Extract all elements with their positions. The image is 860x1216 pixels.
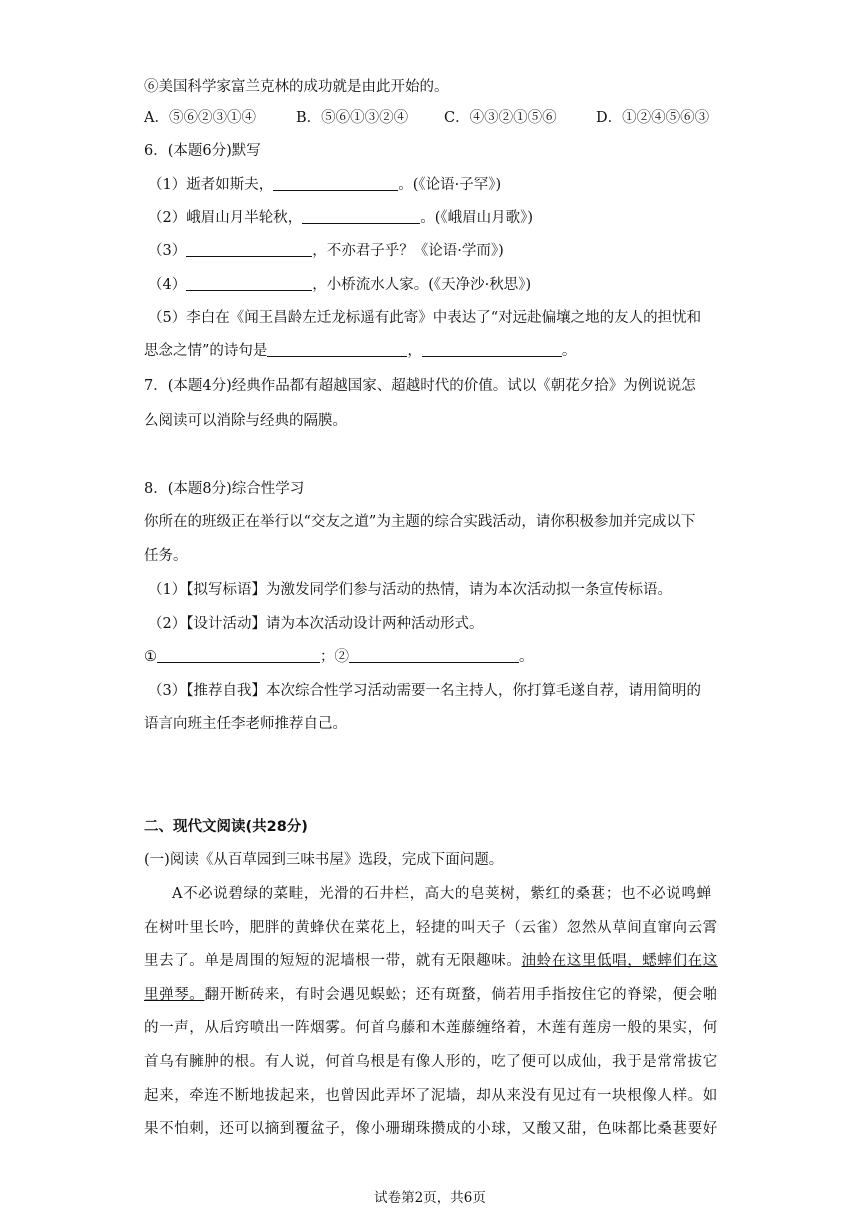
q6-l4-prefix: （4） bbox=[148, 277, 187, 293]
q8-task-2: （2）【设计活动】请为本次活动设计两种活动形式。 bbox=[148, 616, 484, 632]
underlined-sentence: 里弹琴。 bbox=[144, 987, 205, 1003]
passage-text: 里去了。单是周围的短短的泥墙根一带，就有无限趣味。 bbox=[144, 953, 522, 969]
q6-l3-prefix: （3） bbox=[148, 243, 187, 259]
q7-line-1: 7．(本题4分)经典作品都有超越国家、超越时代的价值。试以《朝花夕拾》为例说说怎 bbox=[144, 378, 696, 394]
answer-blank[interactable] bbox=[267, 341, 407, 357]
passage-line: 首乌有臃肿的根。有人说，何首乌根是有像人形的，吃了便可以成仙，我于是常常拔它 bbox=[144, 1054, 718, 1070]
q8-task-3a: （3）【推荐自我】本次综合性学习活动需要一名主持人，你打算毛遂自荐，请用简明的 bbox=[148, 683, 701, 699]
q6-title: 6．(本题6分)默写 bbox=[144, 143, 261, 159]
passage-line: 在树叶里长吟，肥胖的黄蜂伏在菜花上，轻捷的叫天子（云雀）忽然从草间直窜向云霄 bbox=[144, 920, 718, 936]
q6-l1-source: 。(《论语·子罕》) bbox=[398, 177, 502, 193]
q6-line-1 bbox=[148, 175, 501, 195]
passage-text: 翻开断砖来，有时会遇见蜈蚣；还有斑蝥，倘若用手指按住它的脊梁，便会啪 bbox=[204, 987, 718, 1003]
q6-l5b-prefix: 思念之情”的诗句是 bbox=[144, 343, 268, 359]
option-c: C．④③②①⑤⑥ bbox=[444, 110, 557, 126]
q6-l2-source: 。(《峨眉山月歌》) bbox=[420, 210, 534, 226]
answer-marker-2: ；② bbox=[320, 649, 349, 665]
answer-blank[interactable] bbox=[186, 275, 312, 291]
answer-marker-1: ① bbox=[144, 649, 157, 665]
passage-line bbox=[144, 951, 718, 971]
option-d: D．①②④⑤⑥③ bbox=[596, 110, 710, 126]
q6-line-5b bbox=[144, 341, 576, 361]
option-a: A．⑤⑥②③①④ bbox=[144, 110, 256, 126]
q8-intro-1: 你所在的班级正在举行以“交友之道”为主题的综合实践活动，请你积极参加并完成以下 bbox=[144, 514, 696, 530]
answer-blank[interactable] bbox=[422, 341, 562, 357]
q8-task-1: （1）【拟写标语】为激发同学们参与活动的热情，请为本次活动拟一条宣传标语。 bbox=[148, 582, 672, 598]
passage-line: 起来，牵连不断地拔起来，也曾因此弄坏了泥墙，却从来没有见过有一块根像人样。如 bbox=[144, 1088, 718, 1104]
q6-line-4 bbox=[148, 275, 531, 295]
q6-line-3 bbox=[148, 241, 504, 261]
answer-blank[interactable] bbox=[186, 241, 312, 257]
q6-l5b-separator: ， bbox=[407, 343, 422, 359]
q6-l2-prefix: （2）峨眉山月半轮秋， bbox=[148, 210, 303, 226]
answer-blank[interactable] bbox=[349, 647, 519, 663]
answer-blank[interactable] bbox=[273, 175, 398, 191]
passage-line: A不必说碧绿的菜畦，光滑的石井栏，高大的皂荚树，紫红的桑葚；也不必说鸣蝉 bbox=[172, 886, 712, 902]
passage-line: 果不怕刺，还可以摘到覆盆子，像小珊瑚珠攒成的小球，又酸又甜，色味都比桑葚要好 bbox=[144, 1121, 718, 1137]
section-heading: 二、现代文阅读(共28分) bbox=[144, 819, 308, 835]
q5-options bbox=[144, 108, 709, 128]
passage-line: 的一声，从后窍喷出一阵烟雾。何首乌藤和木莲藤缠络着，木莲有莲房一般的果实，何 bbox=[144, 1020, 718, 1036]
page-footer: 试卷第2页，共6页 bbox=[374, 1190, 486, 1206]
answer-blank[interactable] bbox=[157, 647, 320, 663]
section-subheading: (一)阅读《从百草园到三味书屋》选段，完成下面问题。 bbox=[144, 852, 504, 868]
underlined-sentence: 油蛉在这里低唱，蟋蟀们在这 bbox=[521, 953, 718, 969]
option-b: B．⑤⑥①③②④ bbox=[296, 110, 409, 126]
q6-l1-prefix: （1）逝者如斯夫， bbox=[148, 177, 274, 193]
q6-line-5a: （5）李白在《闻王昌龄左迁龙标遥有此寄》中表达了“对远赴偏壤之地的友人的担忧和 bbox=[148, 310, 702, 326]
q5-item-6: ⑥美国科学家富兰克林的成功就是由此开始的。 bbox=[144, 79, 449, 95]
q8-intro-2: 任务。 bbox=[144, 548, 188, 564]
q8-title: 8．(本题8分)综合性学习 bbox=[144, 481, 305, 497]
q6-l5b-end: 。 bbox=[561, 343, 577, 359]
q6-l3-source: ，不亦君子乎？《论语·学而》) bbox=[312, 243, 504, 259]
q6-l4-source: ，小桥流水人家。(《天净沙·秋思》) bbox=[312, 277, 532, 293]
q6-line-2 bbox=[148, 208, 533, 228]
answer-blank[interactable] bbox=[302, 208, 420, 224]
passage-line bbox=[144, 985, 718, 1005]
q8-task-3b: 语言向班主任李老师推荐自己。 bbox=[144, 716, 347, 732]
answer-end: 。 bbox=[519, 649, 534, 665]
q7-line-2: 么阅读可以消除与经典的隔膜。 bbox=[144, 413, 347, 429]
q8-task-2-answers bbox=[144, 647, 534, 667]
